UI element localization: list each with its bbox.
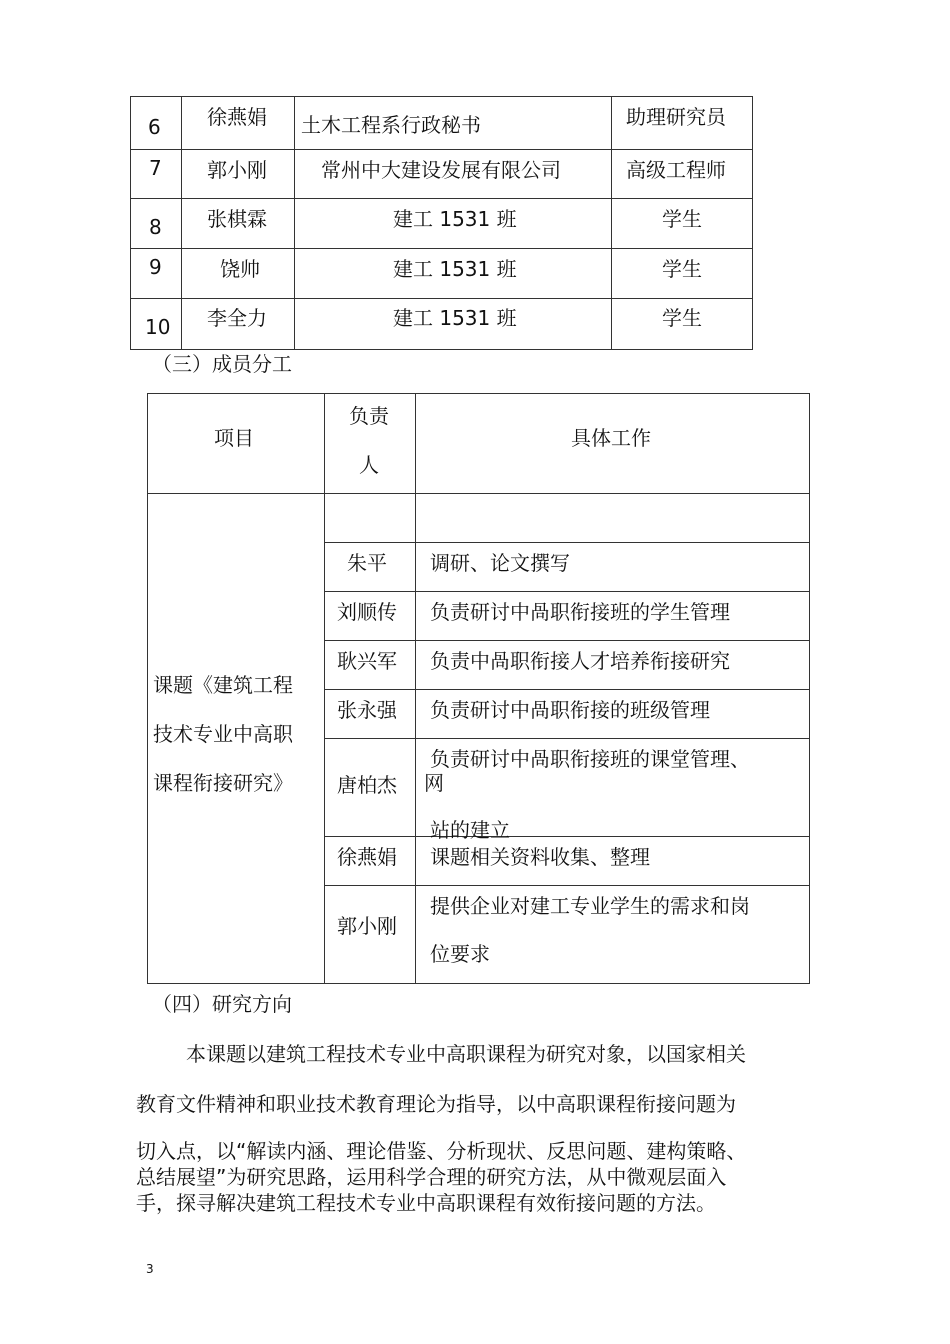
work-description: 调研、论文撰写 — [430, 551, 570, 576]
paragraph-line: 手，探寻解决建筑工程技术专业中高职课程有效衔接问题的方法。 — [136, 1191, 716, 1215]
row-index: 7 — [149, 156, 162, 180]
owner-name: 唐柏杰 — [337, 773, 397, 798]
section-heading: （三）成员分工 — [152, 352, 292, 376]
member-title: 学生 — [662, 257, 702, 281]
table-header-row — [148, 394, 810, 494]
work-description: 负责中咼职衔接人才培养衔接研究 — [430, 649, 730, 674]
member-title: 高级工程师 — [626, 158, 726, 182]
owner-name: 张永强 — [337, 698, 397, 723]
work-description: 课题相关资料收集、整理 — [430, 844, 650, 869]
paragraph-line: 切入点，以“解读内涵、理论借鉴、分析现状、反思问题、建构策略、 — [136, 1139, 747, 1163]
division-table — [147, 393, 810, 984]
column-header-owner-cont: 人 — [359, 453, 379, 477]
table-row — [131, 150, 753, 199]
work-description: 负责研讨中咼职衔接班的课堂管理、 — [430, 747, 750, 772]
work-description: 提供企业对建工专业学生的需求和岗 — [430, 893, 750, 918]
member-name: 李全力 — [207, 306, 267, 330]
member-unit: 土木工程系行政秘书 — [301, 113, 481, 137]
owner-name: 耿兴军 — [337, 649, 397, 674]
table-row — [131, 97, 753, 150]
member-unit: 建工 1531 班 — [393, 257, 517, 281]
project-name-line: 课程衔接研究》 — [153, 771, 293, 795]
member-name: 饶帅 — [220, 257, 260, 281]
column-header-work: 具体工作 — [571, 426, 651, 450]
paragraph-line: 教育文件精神和职业技术教育理论为指导，以中高职课程衔接问题为 — [136, 1092, 736, 1116]
project-name-line: 技术专业中高职 — [153, 722, 293, 746]
table-row — [131, 199, 753, 249]
member-title: 学生 — [662, 207, 702, 231]
table-row — [131, 249, 753, 299]
row-index: 10 — [145, 315, 171, 339]
owner-name: 刘顺传 — [337, 600, 397, 625]
member-title: 学生 — [662, 306, 702, 330]
work-description-cont: 位要求 — [430, 941, 490, 966]
page-number: 3 — [146, 1262, 154, 1276]
work-description-cont: 站的建立 — [430, 818, 510, 843]
paragraph-line: 本课题以建筑工程技术专业中高职课程为研究对象，以国家相关 — [186, 1042, 746, 1066]
member-title: 助理研究员 — [626, 105, 726, 129]
member-name: 张棋霖 — [207, 207, 267, 231]
members-table — [130, 96, 753, 350]
row-index: 6 — [148, 115, 161, 139]
owner-name: 徐燕娟 — [337, 844, 397, 869]
member-unit: 建工 1531 班 — [393, 207, 517, 231]
project-name-line: 课题《建筑工程 — [153, 673, 293, 697]
table-row — [131, 299, 753, 350]
work-description: 负责研讨中咼职衔接班的学生管理 — [430, 600, 730, 625]
member-unit: 常州中大建设发展有限公司 — [321, 158, 561, 182]
column-header-project: 项目 — [214, 426, 254, 450]
member-name: 郭小刚 — [207, 158, 267, 182]
row-index: 9 — [149, 255, 162, 279]
row-index: 8 — [149, 215, 162, 239]
member-unit: 建工 1531 班 — [393, 306, 517, 330]
member-name: 徐燕娟 — [207, 105, 267, 129]
owner-name: 朱平 — [347, 551, 387, 576]
paragraph-line: 总结展望”为研究思路，运用科学合理的研究方法，从中微观层面入 — [136, 1165, 727, 1189]
work-description-cont: 网 — [424, 771, 444, 796]
table-row — [148, 494, 810, 543]
work-description: 负责研讨中咼职衔接的班级管理 — [430, 698, 710, 723]
section-heading: （四）研究方向 — [152, 992, 292, 1016]
column-header-owner: 负责 — [349, 404, 389, 428]
owner-name: 郭小刚 — [337, 913, 397, 938]
